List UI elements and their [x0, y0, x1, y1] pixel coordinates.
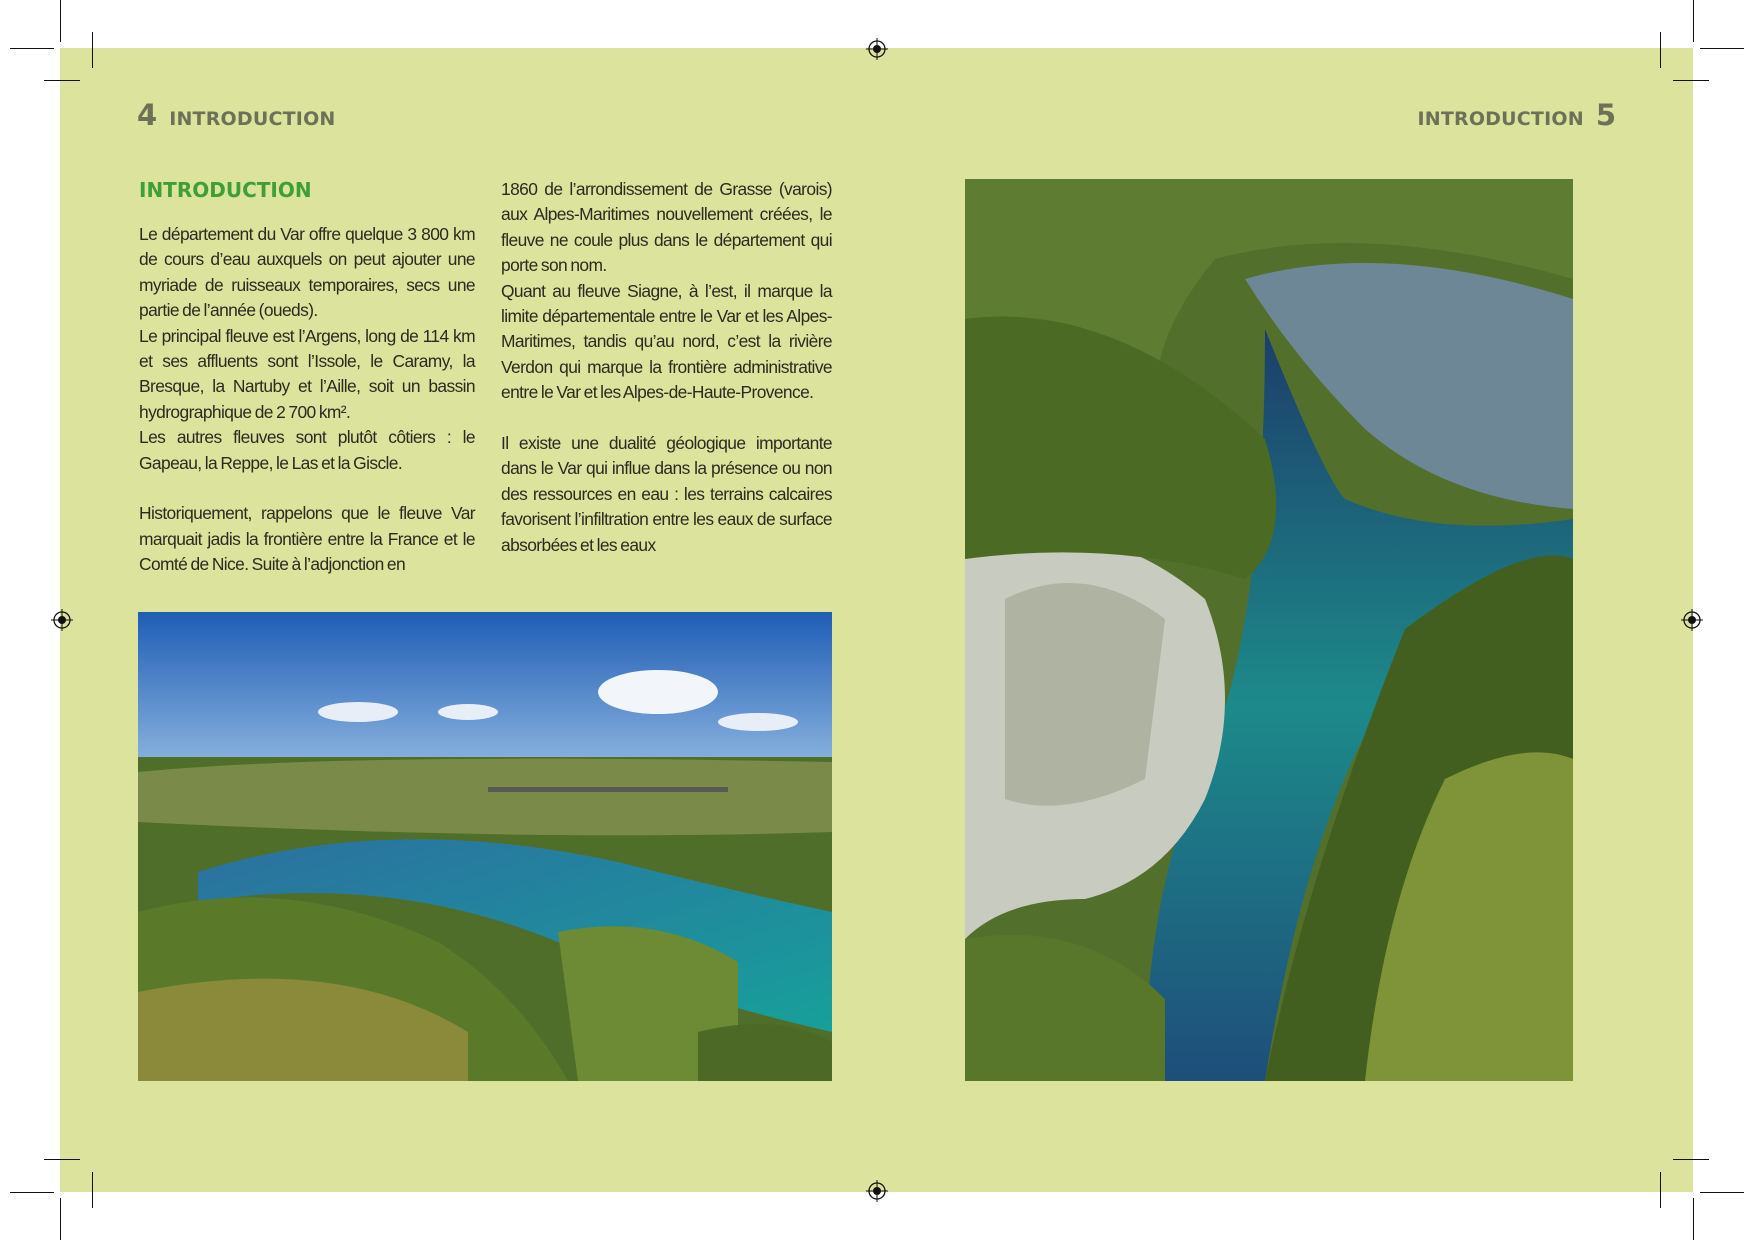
lake-landscape-photo [138, 612, 832, 1081]
crop-mark [60, 0, 61, 42]
running-head-label: INTRODUCTION [169, 108, 336, 130]
paragraph: 1860 de l’arrondissement de Grasse (varois) aux Alpes-Maritimes nouvellement créées, le fleuve ne coule plus dans le département qui porte son nom. [501, 179, 832, 276]
text-column-2 [501, 177, 832, 558]
registration-mark-icon [51, 609, 73, 631]
crop-mark [1660, 1172, 1661, 1208]
crop-mark [1673, 80, 1709, 81]
crop-mark [44, 1159, 80, 1160]
registration-mark-icon [866, 38, 888, 60]
left-running-head [137, 98, 336, 132]
registration-mark-icon [1681, 609, 1703, 631]
paragraph: Le principal fleuve est l’Argens, long de 114 km et ses affluents sont l’Issole, le Caramy, la Bresque, la Nartuby et l’Aille, soit un bassin hydrographique de 2 700 km². [139, 325, 475, 422]
page-number: 4 [137, 98, 158, 132]
crop-mark [10, 1192, 54, 1193]
crop-mark [1693, 0, 1694, 42]
crop-mark [10, 48, 54, 49]
section-title: INTRODUCTION [139, 178, 312, 202]
page-number: 5 [1595, 98, 1616, 132]
paragraph: Il existe une dualité géologique importante dans le Var qui influe dans la présence ou non des ressources en eau : les terrains calcaires favorisent l’infiltration entre les eaux de surface absorbées et les eaux [501, 433, 832, 555]
crop-mark [1693, 1198, 1694, 1240]
crop-mark [60, 1198, 61, 1240]
crop-mark [92, 1172, 93, 1208]
registration-mark-icon [866, 1180, 888, 1202]
paragraph: Historiquement, rappelons que le fleuve Var marquait jadis la frontière entre la France et le Comté de Nice. Suite à l’adjonction en [139, 503, 475, 575]
crop-mark [1673, 1159, 1709, 1160]
paragraph: Le département du Var offre quelque 3 800 km de cours d’eau auxquels on peut ajouter une myriade de ruisseaux temporaires, secs une partie de l’année (oueds). [139, 224, 475, 321]
crop-mark [1660, 32, 1661, 68]
crop-mark [1700, 1192, 1744, 1193]
crop-mark [1700, 48, 1744, 49]
right-running-head [1417, 98, 1616, 132]
running-head-label: INTRODUCTION [1417, 108, 1584, 130]
paragraph: Les autres fleuves sont plutôt côtiers : le Gapeau, la Reppe, le Las et la Giscle. [139, 427, 475, 473]
text-column-1 [139, 222, 475, 578]
paragraph: Quant au fleuve Siagne, à l’est, il marque la limite départementale entre le Var et les Alpes-Maritimes, tandis qu’au nord, c’est la rivière Verdon qui marque la frontière administrative entre le Var et les Alpes-de-Haute-Provence. [501, 280, 832, 403]
gorge-river-photo [965, 179, 1573, 1081]
crop-mark [44, 80, 80, 81]
crop-mark [92, 32, 93, 68]
